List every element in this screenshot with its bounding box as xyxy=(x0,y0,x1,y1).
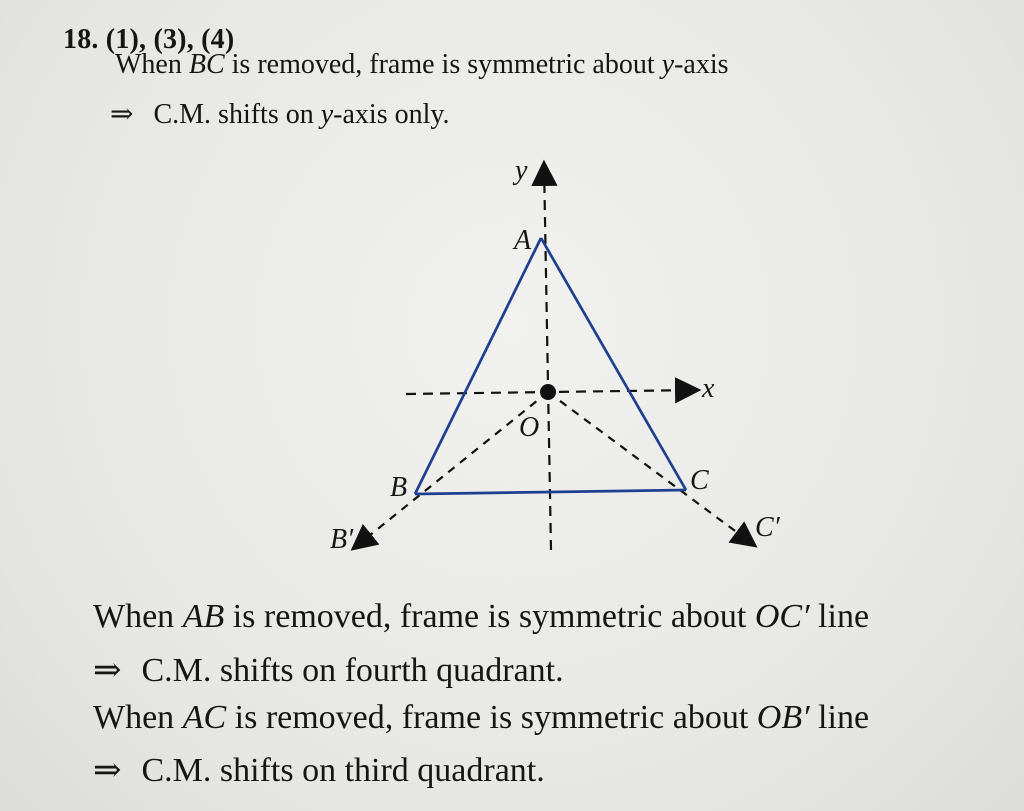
origin-label: O xyxy=(519,412,540,443)
text-fragment: When xyxy=(93,699,183,736)
conclusion-third-quadrant xyxy=(93,750,545,790)
implies-icon: ⇒ xyxy=(93,752,122,789)
c-prime-label: C′ xyxy=(755,512,780,543)
center-of-mass-point xyxy=(540,384,556,400)
math-y-axis-symbol: y xyxy=(320,99,334,130)
vertex-b-label: B xyxy=(390,472,408,503)
text-fragment: is removed, frame is symmetric about xyxy=(224,49,662,80)
text-fragment: is removed, frame is symmetric about xyxy=(226,699,757,736)
implies-icon: ⇒ xyxy=(110,99,134,130)
oc-prime-line xyxy=(548,392,754,545)
text-fragment: line xyxy=(809,699,870,736)
text-fragment: C.M. shifts on third quadrant. xyxy=(141,752,545,789)
text-fragment: C.M. shifts on xyxy=(153,99,321,130)
paragraph-ac-removed xyxy=(93,699,869,737)
x-axis-label: x xyxy=(702,373,715,404)
vertex-c-label: C xyxy=(690,465,709,496)
text-fragment: -axis only. xyxy=(333,99,450,130)
y-axis-label: y xyxy=(515,155,528,186)
math-y-axis-symbol: y xyxy=(661,49,675,80)
vertex-a-label: A xyxy=(514,225,532,256)
implies-icon: ⇒ xyxy=(93,652,122,689)
side-ab xyxy=(415,238,541,494)
math-ac: AC xyxy=(182,699,227,736)
text-fragment: -axis xyxy=(674,49,729,80)
b-prime-label: B′ xyxy=(330,524,354,555)
math-bc: BC xyxy=(188,49,225,80)
answer-heading: 18. (1), (3), (4) xyxy=(63,24,235,55)
text-fragment: line xyxy=(809,598,870,635)
math-oc-prime: OC′ xyxy=(754,598,810,635)
text-fragment: C.M. shifts on fourth quadrant. xyxy=(141,652,564,689)
paragraph-ab-removed xyxy=(93,598,869,636)
text-fragment: When xyxy=(93,598,183,635)
math-ob-prime: OB′ xyxy=(756,699,810,736)
math-ab: AB xyxy=(182,598,225,635)
conclusion-fourth-quadrant xyxy=(93,650,564,690)
text-fragment: is removed, frame is symmetric about xyxy=(224,598,755,635)
side-ac xyxy=(541,238,686,490)
text-fragment: When xyxy=(115,49,189,80)
